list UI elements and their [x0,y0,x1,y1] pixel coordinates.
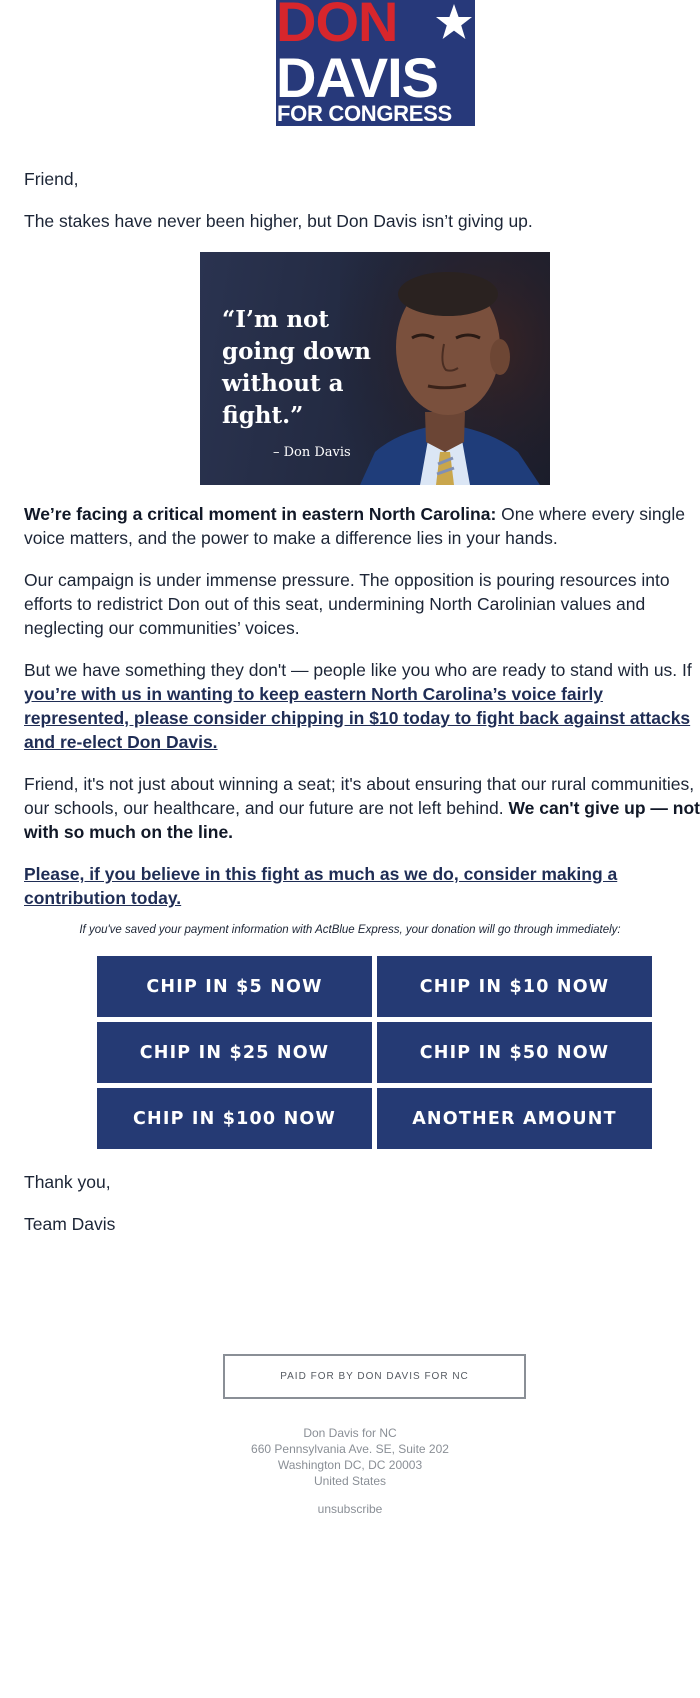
portrait-illustration [340,252,550,485]
hero-quote [222,304,371,432]
footer-city: Washington DC, DC 20003 [277,1458,423,1472]
logo-line-for-congress: FOR CONGRESS [277,101,452,126]
logo-line-don: DON [276,0,398,53]
paragraph-2-line-1: Our campaign is under immense pressure. The opposition is pouring resources into [24,570,670,590]
intro-text: The stakes have never been higher, but Don Davis isn’t giving up. [24,211,533,231]
actblue-note: If you've saved your payment information with ActBlue Express, your donation will go through immediately: [79,924,621,936]
quote-line: without a [222,370,344,397]
paragraph-4-bold: We can't give up — not [508,798,700,818]
paragraph-1-line-1 [24,502,685,526]
paragraph-5-link-line-2[interactable] [24,886,181,910]
paragraph-4-text: our schools, our healthcare, and our future are not left behind. [24,798,509,818]
another-amount-button[interactable]: ANOTHER AMOUNT [377,1088,652,1149]
paragraph-4-line-2 [24,796,700,820]
paragraph-2-line-3: neglecting our communities’ voices. [24,618,300,638]
campaign-logo [276,0,475,126]
signature: Team Davis [24,1214,116,1234]
quote-line: “I’m not [222,306,330,333]
paragraph-3-line-1: But we have something they don't — people like you who are ready to stand with us. If [24,660,692,680]
paragraph-4-line-3 [24,820,233,844]
star-icon [436,2,472,42]
paragraph-1-line-2: voice matters, and the power to make a difference lies in your hands. [24,528,558,548]
donate-link[interactable]: you’re with us in wanting to keep eastern North Carolina’s voice fairly [24,684,603,704]
paragraph-5-link-line-1[interactable] [24,862,617,886]
paragraph-3-link-line-1[interactable] [24,682,603,706]
unsubscribe-link[interactable]: unsubscribe [317,1502,383,1516]
paragraph-4-bold: with so much on the line. [24,822,234,842]
quote-line: going down [222,338,371,365]
hero-quote-image [200,252,550,485]
donate-link[interactable]: represented, please consider chipping in $10 today to fight back against attacks [24,708,691,728]
donate-link[interactable]: and re-elect Don Davis. [24,732,218,752]
paragraph-2-line-2: efforts to redistrict Don out of this seat, undermining North Carolinian values and [24,594,646,614]
quote-line: fight.” [222,402,304,429]
footer-org: Don Davis for NC [303,1426,397,1440]
chip-in-100-button[interactable]: CHIP IN $100 NOW [97,1088,372,1149]
greeting: Friend, [24,169,79,189]
quote-attribution: – Don Davis [273,445,351,460]
paragraph-1-bold: We’re facing a critical moment in eastern North Carolina: [24,504,497,524]
paid-for-disclaimer: PAID FOR BY DON DAVIS FOR NC [223,1354,526,1399]
chip-in-10-button[interactable]: CHIP IN $10 NOW [377,956,652,1017]
paragraph-1-rest: One where every single [496,504,686,524]
closing: Thank you, [24,1172,111,1192]
footer-country: United States [313,1474,387,1488]
logo-line-davis: DAVIS [276,46,438,109]
chip-in-25-button[interactable]: CHIP IN $25 NOW [97,1022,372,1083]
contribution-link[interactable]: Please, if you believe in this fight as much as we do, consider making a [24,864,618,884]
paragraph-3-link-line-3[interactable] [24,730,218,754]
chip-in-50-button[interactable]: CHIP IN $50 NOW [377,1022,652,1083]
contribution-link[interactable]: contribution today. [24,888,182,908]
footer-street: 660 Pennsylvania Ave. SE, Suite 202 [251,1442,449,1456]
chip-in-5-button[interactable]: CHIP IN $5 NOW [97,956,372,1017]
paragraph-3-link-line-2[interactable] [24,706,690,730]
paragraph-4-line-1: Friend, it's not just about winning a seat; it's about ensuring that our rural communities, [24,774,695,794]
